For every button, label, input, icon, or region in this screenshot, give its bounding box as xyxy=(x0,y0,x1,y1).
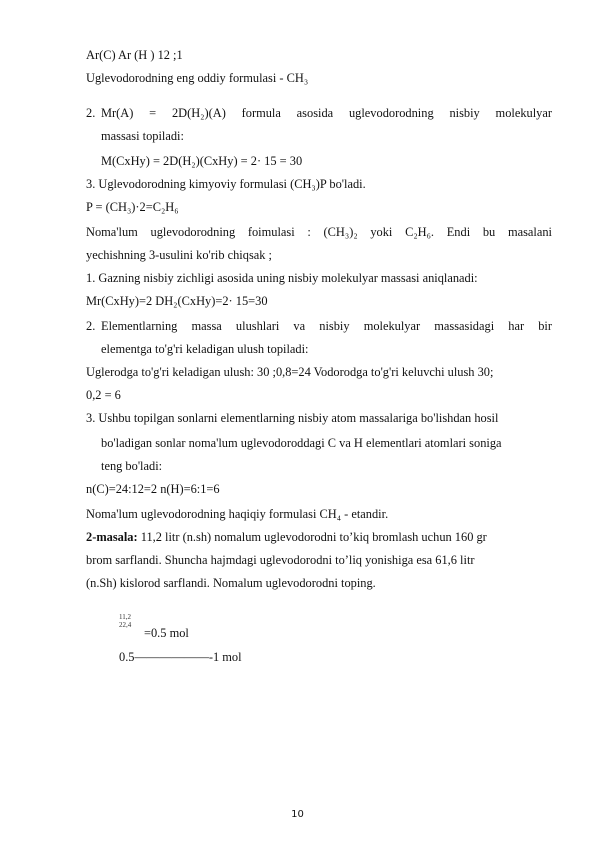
text-line: 0.5——————-1 mol xyxy=(119,650,242,664)
text-line: 1. Gazning nisbiy zichligi asosida uning nisbiy molekulyar massasi aniqlanadi: xyxy=(86,271,478,285)
text-line: n(C)=24:12=2 n(H)=6:1=6 xyxy=(86,482,220,496)
fraction xyxy=(119,613,143,629)
fraction-numerator: 11,2 xyxy=(119,613,131,621)
page-number: 10 xyxy=(291,809,304,820)
problem-line xyxy=(86,530,552,545)
text-line: yechishning 3-usulini ko'rib chiqsak ; xyxy=(86,248,273,262)
text-line: Elementlarning massa ulushlari va nisbiy molekulyar massasidagi har bir xyxy=(101,319,552,333)
text-line: massasi topiladi: xyxy=(101,129,184,143)
text-line: teng bo'ladi: xyxy=(101,459,163,473)
text-line: 0,2 = 6 xyxy=(86,388,121,402)
text-line: P = (CH₃)·2=C₂H₆ xyxy=(86,200,179,214)
fraction-denominator: 22,4 xyxy=(119,621,132,629)
text-line: bo'ladigan sonlar noma'lum uglevodoroddagi C va H elementlari atomlari soniga xyxy=(101,436,502,450)
text-line: =0.5 mol xyxy=(144,626,189,640)
problem-text: 11,2 litr (n.sh) nomalum uglevodorodni to’kiq bromlash uchun 160 gr xyxy=(137,530,487,544)
problem-label: 2-masala: xyxy=(86,530,138,544)
text-line: Mr(CxHy)=2 DH₂(CxHy)=2· 15=30 xyxy=(86,294,268,308)
text-line: M(CxHy) = 2D(H₂)(CxHy) = 2· 15 = 30 xyxy=(101,154,303,168)
text-line: Noma'lum uglevodorodning foimulasi : (CH₃)₂ yoki C₂H₆. Endi bu masalani xyxy=(86,225,552,239)
text-line: brom sarflandi. Shuncha hajmdagi uglevodorodni to’liq yonishiga esa 61,6 litr xyxy=(86,553,475,567)
list-number: 2. xyxy=(86,106,96,120)
text-line: (n.Sh) kislorod sarflandi. Nomalum uglevodorodni toping. xyxy=(86,576,376,590)
text-line: Uglerodga to'g'ri keladigan ulush: 30 ;0,8=24 Vodorodga to'g'ri keluvchi ulush 30; xyxy=(86,365,494,379)
text-line: Mr(A) = 2D(H₂)(A) formula asosida uglevodorodning nisbiy molekulyar xyxy=(101,106,552,120)
text-line: elementga to'g'ri keladigan ulush topiladi: xyxy=(101,342,309,356)
text-line: Ar(C) Ar (H ) 12 ;1 xyxy=(86,48,183,62)
text-line: 3. Uglevodorodning kimyoviy formulasi (CH₃)P bo'ladi. xyxy=(86,177,366,191)
text-line: Noma'lum uglevodorodning haqiqiy formulasi CH₄ - etandir. xyxy=(86,507,389,521)
text-line: Uglevodorodning eng oddiy formulasi - CH₃ xyxy=(86,71,309,85)
list-number: 2. xyxy=(86,319,96,333)
text-line: 3. Ushbu topilgan sonlarni elementlarning nisbiy atom massalariga bo'lishdan hosil xyxy=(86,411,499,425)
